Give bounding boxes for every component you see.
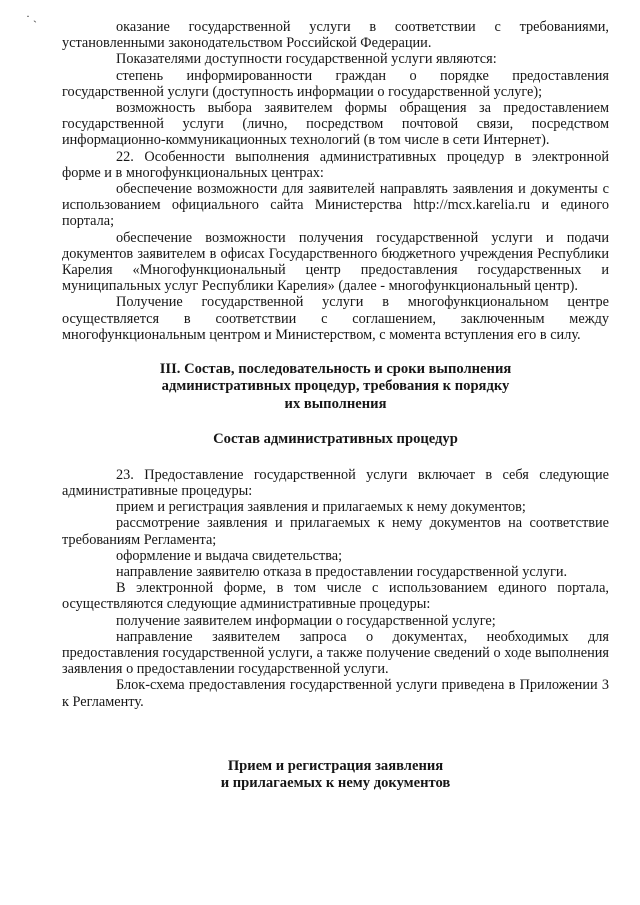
paragraph-availability-indicators: Показателями доступности государственной услуги являются: — [116, 51, 497, 68]
procedures-subheading: Состав административных процедур — [213, 431, 458, 448]
procedure-refusal: направление заявителю отказа в предоставлении государственной услуги. — [116, 563, 568, 580]
procedure-review: рассмотрение заявления и прилагаемых к нему документов на соответствие требованиям Регламента; — [62, 515, 609, 548]
text-column — [62, 19, 609, 793]
margin-mark: · ˎ — [26, 9, 37, 23]
next-section-heading-line-1: Прием и регистрация заявления — [227, 757, 444, 774]
procedure-reception: прием и регистрация заявления и прилагаемых к нему документов; — [116, 499, 526, 516]
electronic-procedure-info: получение заявителем информации о государственной услуге; — [116, 612, 496, 629]
paragraph-service-requirements: оказание государственной услуги в соответствии с требованиями, установленными законодательством Российской Федерации. — [62, 19, 609, 52]
section-3-heading-line-2: административных процедур, требования к порядку — [161, 378, 510, 395]
paragraph-form-choice: возможность выбора заявителем формы обращения за предоставлением государственной услуги (лично, посредством почтовой связи, посредством информационно-коммуникационных технологий (в том числе в сети Интернет). — [62, 100, 609, 149]
paragraph-23-procedures: 23. Предоставление государственной услуги включает в себя следующие административные процедуры: — [62, 466, 609, 499]
paragraph-website-submission: обеспечение возможности для заявителей направлять заявления и документы с использованием официального сайта Министерства http://mcx.karelia.ru и единого портала; — [62, 181, 609, 230]
paragraph-22-electronic-form: 22. Особенности выполнения административных процедур в электронной форме и в многофункциональных центрах: — [62, 148, 609, 181]
paragraph-mfc-offices: обеспечение возможности получения государственной услуги и подачи документов заявителем в офисах Государственного бюджетного учреждения Республики Карелия «Многофункциональный центр предоставления государственных и муниципальных услуг Республики Карелия» (далее - многофункциональный центр). — [62, 229, 609, 295]
section-3-heading-line-1: III. Состав, последовательность и сроки выполнения — [159, 361, 512, 378]
electronic-procedure-request: направление заявителем запроса о документах, необходимых для предоставления государственной услуги, а также получение сведений о ходе выполнения заявления о предоставлении государственной услуги. — [62, 628, 609, 678]
paragraph-electronic-procedures: В электронной форме, в том числе с использованием единого портала, осуществляются следующие административные процедуры: — [62, 580, 609, 613]
paragraph-informedness: степень информированности граждан о порядке предоставления государственной услуги (доступность информации о государственной услуге); — [62, 67, 609, 100]
next-section-heading-line-2: и прилагаемых к нему документов — [220, 775, 451, 792]
section-3-heading-line-3: их выполнения — [284, 395, 387, 412]
procedure-certificate: оформление и выдача свидетельства; — [116, 547, 343, 564]
paragraph-mfc-agreement: Получение государственной услуги в многофункциональном центре осуществляется в соответствии с соглашением, заключенным между многофункциональным центром и Министерством, с момента вступления его в силу. — [62, 294, 609, 343]
paragraph-flowchart-reference: Блок-схема предоставления государственной услуги приведена в Приложении 3 к Регламенту. — [62, 677, 609, 710]
